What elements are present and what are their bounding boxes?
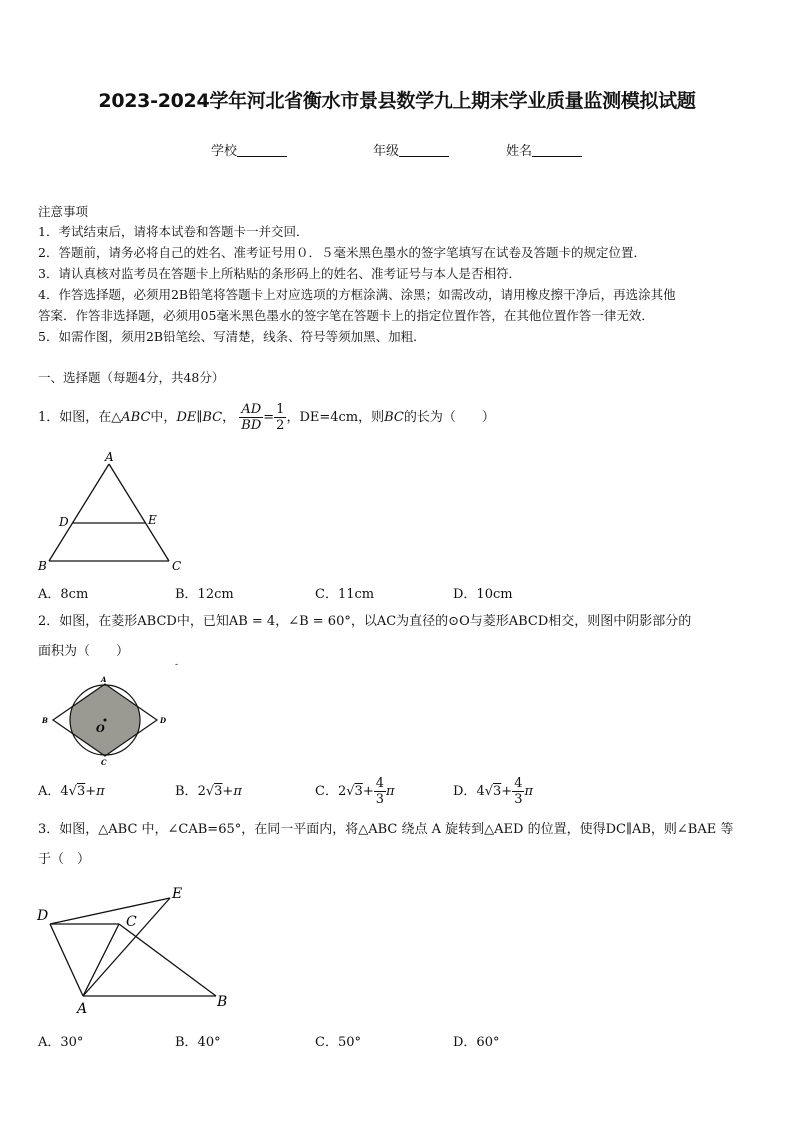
page-title: 2023-2024学年河北省衡水市景县数学九上期末学业质量监测模拟试题: [98, 90, 696, 112]
q3-option-a: A．30°: [38, 1035, 84, 1050]
q1-option-a: A．8cm: [38, 587, 89, 602]
grade-blank: [399, 142, 449, 157]
question-1-stem: 1．如图，在△ABC中，DE∥BC， $\frac{AD}{BD}$ = $\frac{1}{2}$ ，DE=4cm，则BC的长为（ ）: [38, 402, 495, 433]
notice-item: 2．答题前，请务必将自己的姓名、准考证号用０．５毫米黑色墨水的签字笔填写在试卷及答题卡的规定位置．: [38, 245, 646, 260]
sqrt-icon: √: [484, 784, 494, 799]
notice-item: 3．请认真核对监考员在答题卡上所粘贴的条形码上的姓名、准考证号与本人是否相符．: [38, 266, 521, 281]
label-b: B: [217, 994, 228, 1010]
label-c: C: [126, 914, 137, 930]
label-a: A: [77, 1001, 88, 1017]
notice-item: 答案．作答非选择题，必须用05毫米黑色墨水的签字笔在答题卡上的指定位置作答，在其他位置作答一律无效．: [38, 308, 654, 323]
name-label: 姓名: [506, 144, 533, 159]
q1-option-b: B．12cm: [175, 587, 234, 602]
grade-label: 年级: [373, 144, 400, 159]
notice-item: 4．作答选择题，必须用2B铅笔将答题卡上对应选项的方框涂满、涂黑；如需改动，请用橡皮擦干净后，再选涂其他: [38, 287, 676, 302]
sqrt-icon: √: [346, 784, 355, 799]
label-e: E: [148, 513, 157, 527]
label-d: D: [59, 515, 69, 529]
fraction-ad-bd: $\frac{AD}{BD}$: [241, 402, 262, 433]
label-d: D: [37, 908, 49, 924]
q2-option-b: B．2√3+π: [175, 784, 242, 799]
question-2-stem: 2．如图，在菱形ABCD中，已知AB = 4，∠B = 60°，以AC为直径的⊙O与菱形ABCD相交，则图中阴影部分的 面积为（ ）: [38, 614, 692, 659]
label-b: B: [42, 716, 48, 725]
notice-item: 5．如需作图，须用2B铅笔绘、写清楚，线条、符号等须加黑、加粗．: [38, 329, 426, 344]
notice-heading: 注意事项: [38, 204, 89, 219]
label-d: D: [160, 716, 167, 725]
school-label: 学校: [211, 144, 238, 159]
question-1-figure: [30, 448, 200, 576]
q2-option-a: A．4√3+π: [38, 784, 105, 799]
question-2-figure: [36, 672, 176, 772]
notice-item: 1．考试结束后，请将本试卷和答题卡一并交回．: [38, 224, 309, 239]
school-field: [211, 140, 287, 159]
label-e: E: [172, 886, 183, 902]
label-c: C: [172, 559, 182, 573]
label-b: B: [38, 559, 47, 573]
grade-field: [373, 140, 449, 159]
q3-option-d: D．60°: [453, 1035, 500, 1050]
school-blank: [237, 142, 287, 157]
label-c: C: [101, 758, 107, 767]
question-3-stem: 3．如图，△ABC 中，∠CAB=65°，在同一平面内，将△ABC 绕点 A 旋转到△AED 的位置，使得DC∥AB，则∠BAE 等 于（ ）: [38, 822, 734, 867]
sqrt-icon: √: [68, 784, 77, 799]
q1-option-d: D．10cm: [453, 587, 513, 602]
question-3-figure: [30, 880, 240, 1020]
sqrt-icon: √: [205, 784, 215, 799]
stray-mark: -: [175, 660, 179, 670]
q2-option-d: D．4√3+ $\frac{4}{3}$ π: [453, 776, 534, 807]
section-heading: 一、选择题（每题4分，共48分）: [38, 370, 225, 385]
notice-list: [38, 221, 758, 347]
name-field: [506, 140, 582, 159]
q3-option-b: B．40°: [175, 1035, 221, 1050]
q3-option-c: C．50°: [315, 1035, 361, 1050]
q1-option-c: C．11cm: [315, 587, 375, 602]
fraction-half: $\frac{1}{2}$: [276, 402, 285, 433]
name-blank: [532, 142, 582, 157]
label-o: O: [96, 724, 105, 735]
label-a: A: [105, 450, 114, 464]
label-a: A: [101, 675, 107, 684]
q2-option-c: C．2√3+ $\frac{4}{3}$ π: [315, 776, 395, 807]
